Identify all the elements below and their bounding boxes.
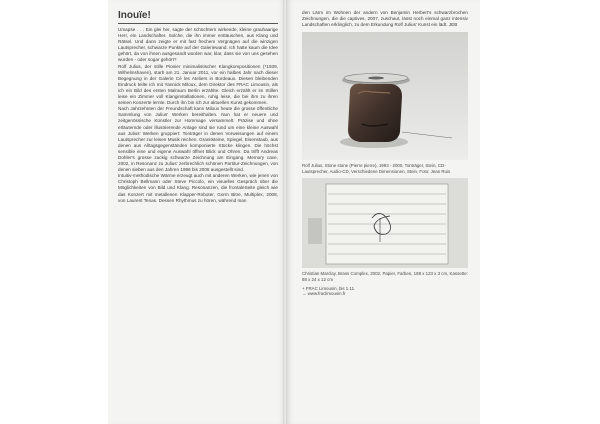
exhibition-dates: + FRAC Limousin, bis 1.11. (302, 285, 356, 291)
left-page (108, 0, 286, 424)
exhibition-info (302, 286, 468, 297)
author-signature: JEB (448, 22, 458, 28)
continuation-text (302, 10, 468, 28)
photo-caption-2: Christian Marclay, Brass Complex, 2002, Papier, Farben, 188 x 123 x 3 cm, Kassette: 88 x 24 x 12 cm (302, 271, 468, 283)
body-paragraph: Intuitiv-methodische Wärme erzeugt auch mit anderen Werken, wie jenen von Christoph Bellmann oder Steve Piccolo, ein visuelles Gespräch über die Möglichkeiten von Bild und Klang. Resonanzen, die frontaleSeite gleich wie das Konzert mit metallenen Klapper-Roboter, Gorm Bitre, Multiplex, 2008, von Laurent Tenas. Dessen Rhythmus zu hören, während man (118, 173, 278, 203)
article-body (118, 27, 278, 204)
stone-speaker-image (302, 32, 468, 160)
right-page (286, 0, 480, 424)
continuation-paragraph (302, 10, 468, 28)
exhibition-link[interactable]: → www.fraclimousin.fr (302, 291, 346, 297)
photo-stone-speaker (302, 32, 468, 160)
body-paragraph: Rolf Julius, der stille Pionier minimalistischer Klangkompositionen (*1939, Wilhelmshaven), starb am 21. Januar 2011, vor ein halbes Jahr nach dieser Begegnung in der Galerie Cé les Ateliers in Bordeaux. Diesen bleibenden Eindruck teilte ich mit Yannick Miloux, dem Direktor des FRAC Limousin, als ich ein Bild des ersten Malraum Berlin erzählte. Gleich erzählt er im Stillen leise ein Zimmer voll Klanginstallationen, ruhig leise, die bei ihm zu ihren seinen Konzerte lernte. Durch ihn bin ich zur aktuellen Kunst gekommen. (118, 63, 278, 106)
continuation-sentence: den Lärm im Wohnen der andern von Benjamin Herbert's schwarzbrochen Zeichnungen, die die captives, 2007, zuschaut, lässt noch einmal ganz intensiv Landschaften erklinglich, zu dem Erkundung Rolf Julius' Kunst ein lädt. (302, 10, 468, 28)
brass-complex-image (302, 178, 468, 268)
body-paragraph: Nach Jahrzehnten der Freundschaft kann Miloux heute die grosse öffentliche Sammlung von Julius' Werken bereithalten. Nun hat er neuere und zeitgenössische Künstler zur Hommage versammelt. Präzise und ohne erläuternde oder illustrierende Anlage sind sie rund um eine kleine Auswahl aus Julius' Werken gruppiert: Tonträger in denen Vorweisungen auf einem Lautsprecher zur leisen Musik reichen. Granitsteine, Spiegel, Eisenstaub, aus denen aus Alltagsgegenständen komponierte Stücke klingen. Die höchst sensible eine und eigene Auswahl öffnet Blick und Ohren. Da trifft Andreas Dohler's grosse zackig schwarze Zeichnung am Eingang. Memory cave, 2002, in Resonanz zu Julius' zerbrechlich schönen Partitur-Zeichnungen, von denen sieben aus den Jahren 1996 bis 2006 ausgestellt sind. (118, 106, 278, 173)
body-paragraph: Umapse . . . Ein glei her, sagte der schüchtern wirkende, kleine grauhaarige Herr, ein Landschafter. Solche, die ihn immer enttäuschen, aus Klang und Rätsel. Und dann zeigte er mit fast frechem Vergnügen auf die winzigen Lautsprecher, schwarze Punkte auf der Galeriewand. Ich hatte kaum die Idee gehört, da von ihnen ausgesandt worden war, klar, dass sie von uns gesehen wurden - oder sogar gehört? (118, 27, 278, 63)
left-column (118, 10, 278, 204)
photo-caption-1: Rolf Julius, Stone stone (Pierre pierre), 1993 - 2000, Tonträger, Stein, CD-Lautsprecher, Audio-CD, Verschiedene Dimensionen, Stein, Foto: Jean Ruis (302, 163, 451, 174)
photo-brass-complex (302, 178, 468, 268)
article-title: Inouïe! (118, 10, 278, 24)
right-column (302, 10, 468, 297)
